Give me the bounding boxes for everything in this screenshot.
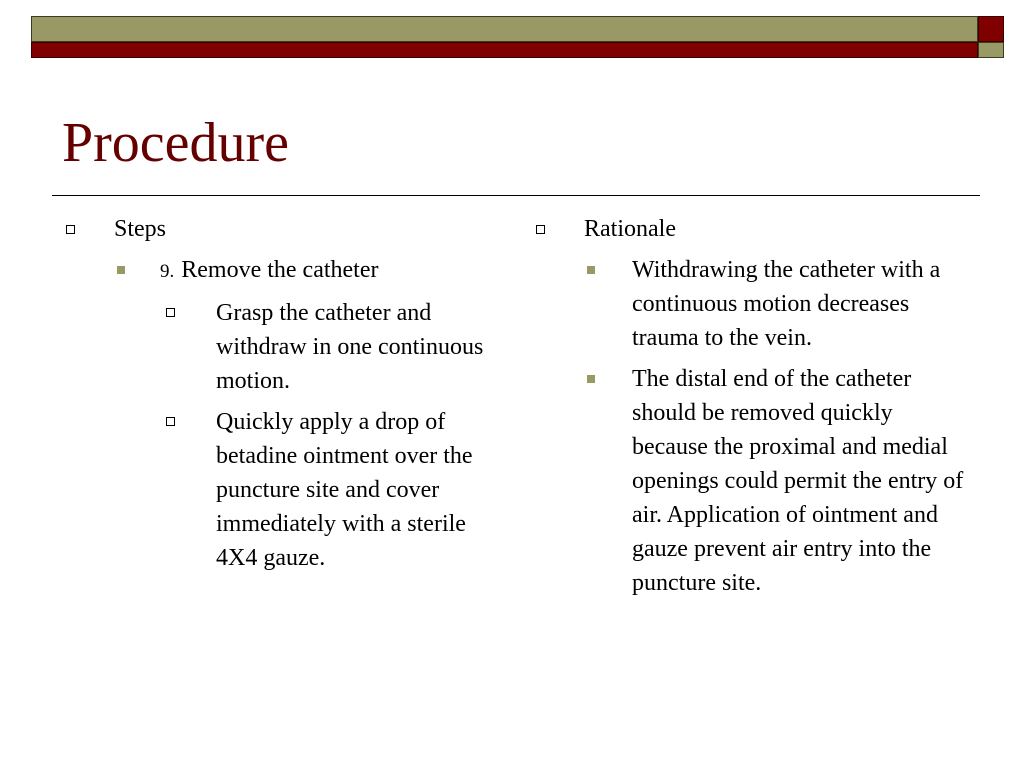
step-label: Remove the catheter (181, 257, 379, 283)
substep-text: Grasp the catheter and withdraw in one continuous motion. (216, 300, 484, 394)
substep-text: Quickly apply a drop of betadine ointment over the puncture site and cover immediately with a sterile 4X4 gauze. (216, 409, 473, 571)
rationale-point-text: Withdrawing the catheter with a continuous motion decreases trauma to the vein. (632, 257, 941, 351)
hollow-square-bullet-icon (66, 225, 75, 234)
rationale-heading: Rationale (584, 216, 676, 242)
title-divider (52, 195, 980, 196)
steps-column (62, 212, 502, 575)
substep-item (62, 296, 502, 398)
hollow-square-bullet-icon (536, 225, 545, 234)
steps-heading: Steps (114, 216, 167, 242)
step-number: 9. (160, 261, 175, 282)
substep-item (62, 405, 502, 575)
header-maroon-band (31, 42, 978, 58)
header-corner-maroon-square (978, 16, 1004, 42)
slide-title: Procedure (62, 112, 290, 174)
rationale-point (532, 253, 972, 355)
header-olive-band (31, 16, 978, 42)
rationale-point-text: The distal end of the catheter should be removed quickly because the proximal and medial openings could permit the entry of air. Application of ointment and gauze prevent air entry into the puncture site. (632, 366, 964, 596)
rationale-point (532, 362, 972, 600)
filled-square-bullet-icon (587, 375, 595, 383)
steps-heading-item (62, 212, 502, 246)
hollow-square-bullet-icon (166, 417, 175, 426)
filled-square-bullet-icon (587, 266, 595, 274)
filled-square-bullet-icon (117, 266, 125, 274)
step-item (62, 253, 502, 289)
header-corner-olive-square (978, 42, 1004, 58)
rationale-heading-item (532, 212, 972, 246)
rationale-column (532, 212, 972, 600)
hollow-square-bullet-icon (166, 308, 175, 317)
